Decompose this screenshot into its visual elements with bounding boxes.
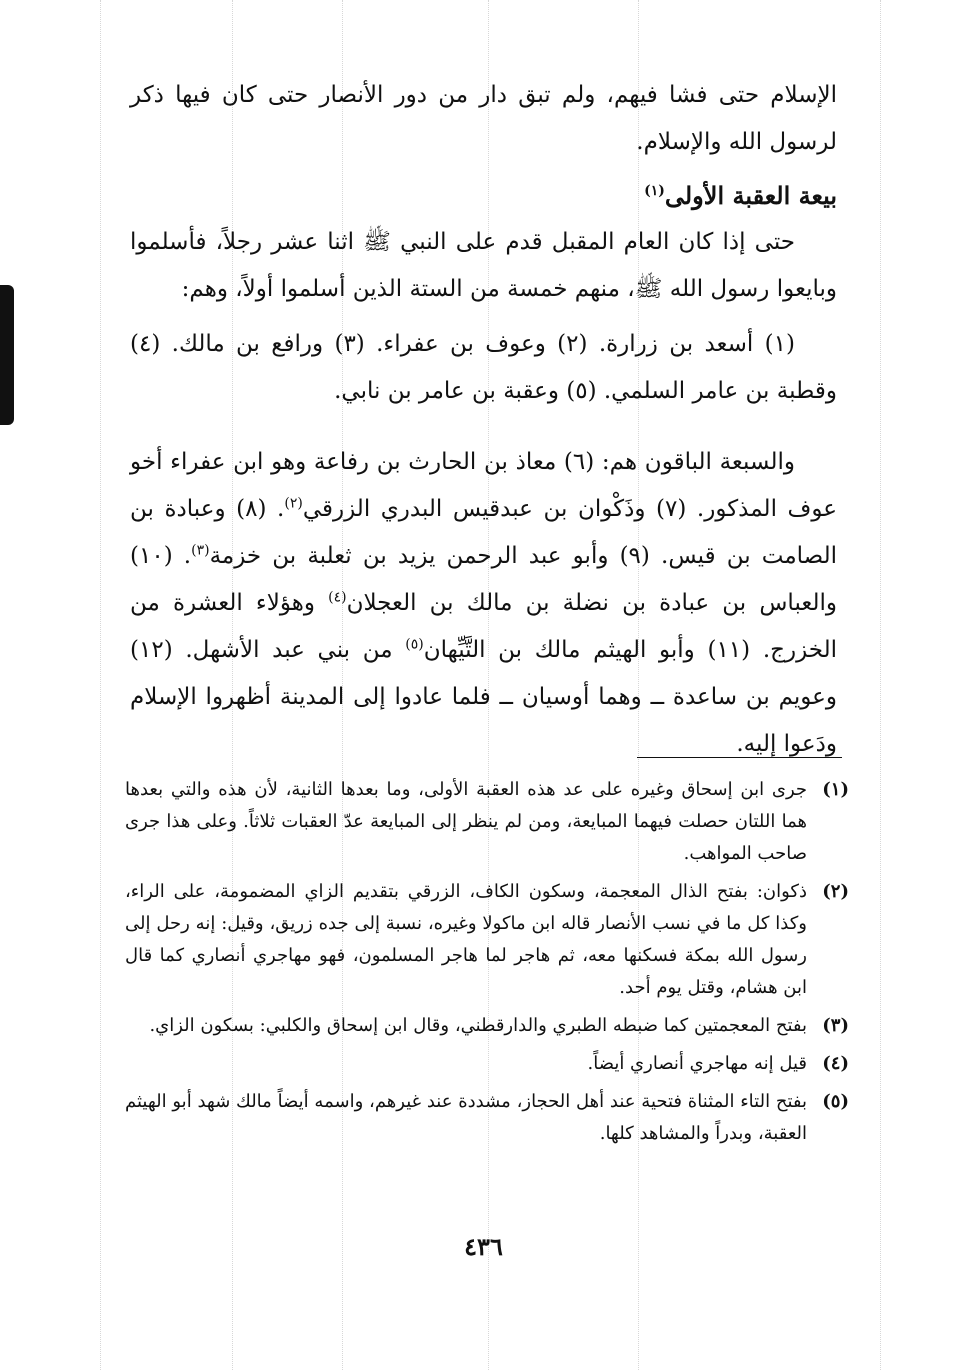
footnote-ref-4: (٤) [328, 589, 347, 606]
main-text [130, 72, 837, 768]
footnote-ref-1: (١) [644, 183, 665, 199]
footnote-text: بفتح التاء المثناة فتحية عند أهل الحجاز، مشددة عند غيرهم، واسمه أيضاً مالك شهد أبو الهيثم العقبة، وبدراً والمشاهد كلها. [125, 1091, 807, 1144]
text-segment: . (١٠) والعباس بن عبادة بن نضلة بن مالك بن العجلان [130, 543, 837, 616]
footnote-number: (٥) [822, 1091, 849, 1112]
page-number: ٤٣٦ [464, 1232, 503, 1261]
paragraph-remaining-seven [130, 439, 837, 768]
footnote-number: (٤) [822, 1053, 849, 1074]
footnotes [125, 774, 849, 1156]
footnote-text: بفتح المعجمتين كما ضبطه الطبري والدارقطني، وقال ابن إسحاق والكلبي: بسكون الزاي. [149, 1015, 807, 1036]
footnote-number: (٣) [822, 1015, 849, 1036]
scan-artifact-line [100, 0, 101, 1370]
text-segment: . (٨) وعبادة بن الصامت بن قيس. (٩) وأبو عبد الرحمن يزيد بن ثعلبة بن خزمة [130, 496, 837, 569]
footnote-ref-2: (٢) [284, 495, 303, 512]
text-segment: من بني عبد الأشهل. (١٢) وعويم بن ساعدة ــ وهما أوسيان ــ فلما عادوا إلى المدينة أظهروا الإسلام ودَعوا إليه. [130, 637, 837, 757]
footnote-text: قيل إنه مهاجري أنصاري أيضاً. [587, 1053, 807, 1074]
footnote-item [125, 876, 849, 1004]
paragraph-pledge: حتى إذا كان العام المقبل قدم على النبي ﷺ اثنا عشر رجلاً، فأسلموا وبايعوا رسول الله ﷺ، منهم خمسة من الستة الذين أسلموا أولاً، وهم: [130, 229, 837, 302]
footnote-ref-3: (٣) [191, 542, 210, 559]
footnote-item [125, 1086, 849, 1150]
footnote-item [125, 774, 849, 870]
scan-artifact-line [880, 0, 881, 1370]
text-segment: وهؤلاء العشرة من الخزرج. (١١) وأبو الهيثم مالك بن التَّيِّهان [130, 590, 838, 663]
footnote-ref-5: (٥) [405, 636, 424, 653]
footnote-number: (١) [822, 779, 849, 800]
text-segment: والسبعة الباقون هم: (٦) معاذ بن الحارث بن رفاعة وهو ابن عفراء أخو عوف المذكور. (٧) وذَكْوان بن عبدقيس البدري الزرقي [130, 449, 837, 522]
footnote-item [125, 1010, 849, 1042]
footnote-separator [637, 757, 842, 758]
section-heading [130, 172, 837, 219]
paragraph-first-five: (١) أسعد بن زرارة. (٢) وعوف بن عفراء. (٣) ورافع بن مالك. (٤) وقطبة بن عامر السلمي. (٥) وعقبة بن عامر بن نابي. [130, 331, 837, 404]
scan-dark-edge [0, 285, 14, 425]
footnote-number: (٢) [822, 881, 849, 902]
footnote-text: ذكوان: بفتح الذال المعجمة، وسكون الكاف، الزرقي بتقديم الزاي المضمومة، على الراء، وكذا كل ما في نسب الأنصار قاله ابن ماكولا وغيره، نسبة إلى جده زريق، وقيل: إنه رحل إلى رسول الله بمكة فسكنها معه، ثم هاجر لما هاجر المسلمون، فهو مهاجري أنصاري كما قال ابن هشام، وقتل يوم أحد. [125, 881, 807, 998]
paragraph-intro: الإسلام حتى فشا فيهم، ولم تبق دار من دور الأنصار حتى كان فيها ذكر لرسول الله والإسلام. [130, 82, 837, 155]
footnote-text: جرى ابن إسحاق وغيره على عد هذه العقبة الأولى، وما بعدها الثانية، لأن هذه والتي بعدها هما اللتان حصلت فيهما المبايعة، ومن لم ينظر إلى المبايعة عدّ العقبات ثلاثاً. وعلى هذا جرى صاحب المواهب. [125, 779, 807, 864]
footnote-item [125, 1048, 849, 1080]
heading-text: بيعة العقبة الأولى [664, 181, 837, 210]
